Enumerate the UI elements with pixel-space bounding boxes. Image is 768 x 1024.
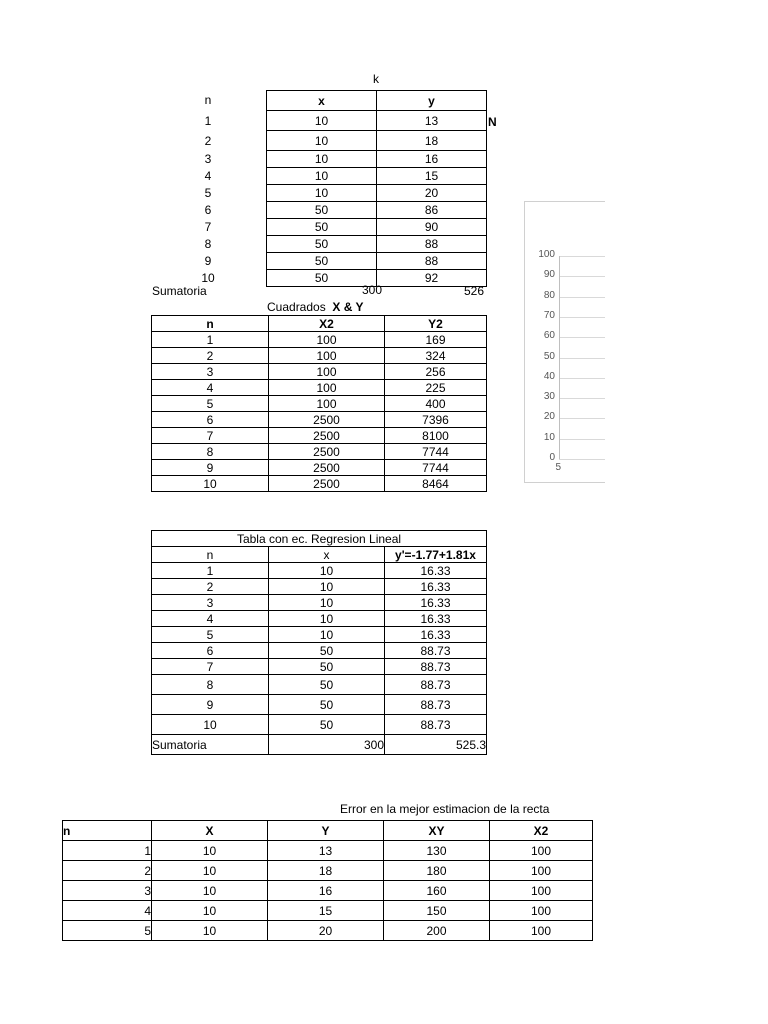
cell-0: 4: [152, 380, 269, 396]
cell-x: 50: [267, 253, 377, 270]
cell-1: 100: [269, 380, 385, 396]
cell-1: 10: [152, 901, 268, 921]
table-row: [152, 364, 487, 380]
cell-1: 50: [269, 715, 385, 735]
cell-4: 100: [490, 881, 593, 901]
table2: [151, 315, 487, 492]
cell-1: 2500: [269, 444, 385, 460]
cell-y: 92: [377, 270, 487, 287]
cell-2: 88.73: [385, 675, 487, 695]
table1-sum-x: 300: [361, 283, 382, 297]
cell-x: 50: [267, 270, 377, 287]
cell-1: 50: [269, 659, 385, 675]
cell-0: 4: [152, 611, 269, 627]
y-tick-label: 40: [543, 370, 555, 382]
y-tick-label: 60: [543, 330, 555, 342]
cell-2: 13: [268, 841, 384, 861]
table-row: [152, 627, 487, 643]
cell-y: 13: [377, 111, 487, 131]
cell-4: 100: [490, 841, 593, 861]
header-1: X: [152, 821, 268, 841]
cell-2: 225: [385, 380, 487, 396]
cell-3: 180: [384, 861, 490, 881]
table1-n-label: 3: [204, 152, 212, 166]
table-row: [152, 643, 487, 659]
table1-sum-y: 526: [463, 284, 484, 298]
cell-0: 6: [152, 643, 269, 659]
table3: [151, 530, 487, 755]
cell-x: 10: [267, 168, 377, 185]
cell-y: 88: [377, 236, 487, 253]
table-row: [267, 131, 487, 151]
sum-label: Sumatoria: [152, 735, 269, 755]
header-1: X2: [269, 316, 385, 332]
cell-y: 86: [377, 202, 487, 219]
table-row: [152, 476, 487, 492]
table3-title-row: [152, 531, 487, 547]
gridline: [559, 256, 605, 257]
sum-y: 525.3: [385, 735, 487, 755]
table3-header-row: [152, 547, 487, 563]
table-row: [152, 396, 487, 412]
cell-0: 3: [63, 881, 152, 901]
table-row: [152, 348, 487, 364]
gridline: [559, 358, 605, 359]
table-row: [267, 219, 487, 236]
table1-n-label: 9: [204, 254, 212, 268]
gridline: [559, 317, 605, 318]
cell-0: 8: [152, 444, 269, 460]
cell-1: 2500: [269, 476, 385, 492]
gridline: [559, 378, 605, 379]
cell-y: 18: [377, 131, 487, 151]
cell-y: 90: [377, 219, 487, 236]
cell-2: 16.33: [385, 579, 487, 595]
cell-2: 88.73: [385, 695, 487, 715]
gridline: [559, 439, 605, 440]
cell-x: 50: [267, 219, 377, 236]
cell-4: 100: [490, 861, 593, 881]
cell-1: 10: [269, 627, 385, 643]
y-tick-label: 20: [543, 411, 555, 423]
table-row: [267, 236, 487, 253]
cell-0: 7: [152, 428, 269, 444]
cell-0: 10: [152, 476, 269, 492]
table1-sum-label: Sumatoria: [152, 284, 207, 298]
gridline: [559, 337, 605, 338]
cell-x: 50: [267, 236, 377, 253]
table-row: [152, 460, 487, 476]
cell-1: 10: [152, 921, 268, 941]
table-row: [267, 202, 487, 219]
cell-x: 10: [267, 111, 377, 131]
table1-n-label: 2: [204, 133, 212, 148]
table3-title: Tabla con ec. Regresion Lineal: [152, 531, 487, 547]
table-row: [267, 151, 487, 168]
table4-body: [63, 821, 593, 941]
cell-1: 10: [269, 563, 385, 579]
header-2: Y2: [385, 316, 487, 332]
cell-x: 50: [267, 202, 377, 219]
y-tick-label: 10: [543, 431, 555, 443]
cell-1: 100: [269, 348, 385, 364]
table-row: [63, 861, 593, 881]
x-tick-label: 5: [555, 462, 561, 473]
cell-2: 16.33: [385, 563, 487, 579]
table-row: [267, 168, 487, 185]
cell-1: 10: [152, 881, 268, 901]
cell-2: 8464: [385, 476, 487, 492]
table-row: [63, 921, 593, 941]
table1-side-label: N: [488, 115, 497, 129]
cell-0: 2: [152, 348, 269, 364]
y-tick-label: 90: [543, 269, 555, 281]
cell-3: 200: [384, 921, 490, 941]
cell-y: 15: [377, 168, 487, 185]
cell-y: 16: [377, 151, 487, 168]
cell-x: 10: [267, 131, 377, 151]
cell-1: 50: [269, 675, 385, 695]
table-row: [63, 901, 593, 921]
table-row: [152, 675, 487, 695]
table1: [266, 90, 487, 287]
cell-1: 10: [269, 595, 385, 611]
gridline: [559, 297, 605, 298]
table1-top-label: k: [373, 72, 379, 86]
table1-n-label: 5: [204, 186, 212, 200]
cell-x: 10: [267, 185, 377, 202]
table1-n-label: 8: [204, 237, 212, 251]
cell-2: 88.73: [385, 659, 487, 675]
y-tick-label: 100: [538, 249, 555, 260]
table2-title: [267, 300, 447, 314]
cell-1: 2500: [269, 460, 385, 476]
cell-2: 16: [268, 881, 384, 901]
y-tick-label: 80: [543, 289, 555, 301]
table1-n-label: 6: [204, 203, 212, 217]
cell-2: 8100: [385, 428, 487, 444]
cell-2: 400: [385, 396, 487, 412]
table2-title-prefix: Cuadrados: [267, 300, 326, 314]
cell-0: 3: [152, 595, 269, 611]
cell-y: 88: [377, 253, 487, 270]
cell-1: 100: [269, 396, 385, 412]
cell-1: 10: [152, 841, 268, 861]
cell-0: 4: [63, 901, 152, 921]
table-row: [152, 715, 487, 735]
table-row: [267, 185, 487, 202]
table-row: [63, 841, 593, 861]
table-row: [152, 659, 487, 675]
table-row: [152, 595, 487, 611]
cell-2: 16.33: [385, 611, 487, 627]
cell-2: 18: [268, 861, 384, 881]
table4: [62, 820, 593, 941]
cell-2: 16.33: [385, 627, 487, 643]
cell-y: 20: [377, 185, 487, 202]
header-4: X2: [490, 821, 593, 841]
cell-0: 7: [152, 659, 269, 675]
gridline: [559, 418, 605, 419]
table1-header-row: [267, 91, 487, 111]
cell-4: 100: [490, 901, 593, 921]
cell-2: 88.73: [385, 715, 487, 735]
cell-1: 10: [152, 861, 268, 881]
gridline: [559, 398, 605, 399]
cell-1: 2500: [269, 428, 385, 444]
cell-0: 5: [152, 396, 269, 412]
table-row: [267, 253, 487, 270]
table1-n-label: 7: [204, 220, 212, 234]
table4-header-row: [63, 821, 593, 841]
header-0: n: [63, 821, 152, 841]
cell-1: 10: [269, 579, 385, 595]
cell-3: 150: [384, 901, 490, 921]
table3-sum-row: [152, 735, 487, 755]
cell-0: 1: [152, 332, 269, 348]
table2-title-bold: X & Y: [332, 300, 364, 314]
cell-0: 9: [152, 695, 269, 715]
cell-1: 100: [269, 332, 385, 348]
scatter-chart: [524, 201, 605, 483]
cell-2: 7744: [385, 460, 487, 476]
gridline: [559, 276, 605, 277]
cell-2: 7744: [385, 444, 487, 460]
cell-0: 5: [63, 921, 152, 941]
y-tick-label: 70: [543, 309, 555, 321]
table-row: [152, 695, 487, 715]
cell-0: 6: [152, 412, 269, 428]
cell-0: 8: [152, 675, 269, 695]
cell-0: 1: [63, 841, 152, 861]
table4-title: Error en la mejor estimacion de la recta: [340, 802, 550, 816]
table1-n-header: n: [204, 93, 212, 107]
table-row: [152, 428, 487, 444]
cell-1: 50: [269, 643, 385, 659]
y-tick-label: 30: [543, 391, 555, 403]
header-3: XY: [384, 821, 490, 841]
cell-0: 2: [63, 861, 152, 881]
y-tick-label: 0: [549, 452, 555, 463]
cell-0: 1: [152, 563, 269, 579]
cell-1: 100: [269, 364, 385, 380]
table-row: [152, 611, 487, 627]
cell-0: 2: [152, 579, 269, 595]
cell-4: 100: [490, 921, 593, 941]
table-row: [63, 881, 593, 901]
cell-3: 160: [384, 881, 490, 901]
table2-body: [152, 316, 487, 492]
cell-0: 3: [152, 364, 269, 380]
header-1: x: [269, 547, 385, 563]
table3-body: [152, 531, 487, 755]
cell-2: 7396: [385, 412, 487, 428]
cell-3: 130: [384, 841, 490, 861]
table1-body: [267, 91, 487, 287]
table-row: [152, 563, 487, 579]
cell-0: 5: [152, 627, 269, 643]
table-row: [152, 332, 487, 348]
table1-n-label: 10: [201, 271, 215, 285]
cell-x: 10: [267, 151, 377, 168]
cell-2: 324: [385, 348, 487, 364]
cell-1: 50: [269, 695, 385, 715]
cell-2: 20: [268, 921, 384, 941]
cell-2: 88.73: [385, 643, 487, 659]
table-row: [152, 579, 487, 595]
header-x: x: [267, 91, 377, 111]
table-row: [152, 380, 487, 396]
table-row: [267, 111, 487, 131]
table1-n-label: 4: [204, 169, 212, 183]
cell-2: 169: [385, 332, 487, 348]
cell-1: 2500: [269, 412, 385, 428]
header-0: n: [152, 547, 269, 563]
cell-2: 16.33: [385, 595, 487, 611]
y-axis-line: [559, 256, 560, 459]
table-row: [152, 412, 487, 428]
cell-2: 256: [385, 364, 487, 380]
gridline: [559, 459, 605, 460]
cell-2: 15: [268, 901, 384, 921]
y-tick-label: 50: [543, 350, 555, 362]
header-2: Y: [268, 821, 384, 841]
cell-1: 10: [269, 611, 385, 627]
header-0: n: [152, 316, 269, 332]
cell-0: 10: [152, 715, 269, 735]
table2-header-row: [152, 316, 487, 332]
sum-x: 300: [269, 735, 385, 755]
table-row: [152, 444, 487, 460]
cell-0: 9: [152, 460, 269, 476]
header-2: y'=-1.77+1.81x: [385, 547, 487, 563]
table1-n-label: 1: [204, 113, 212, 128]
header-y: y: [377, 91, 487, 111]
